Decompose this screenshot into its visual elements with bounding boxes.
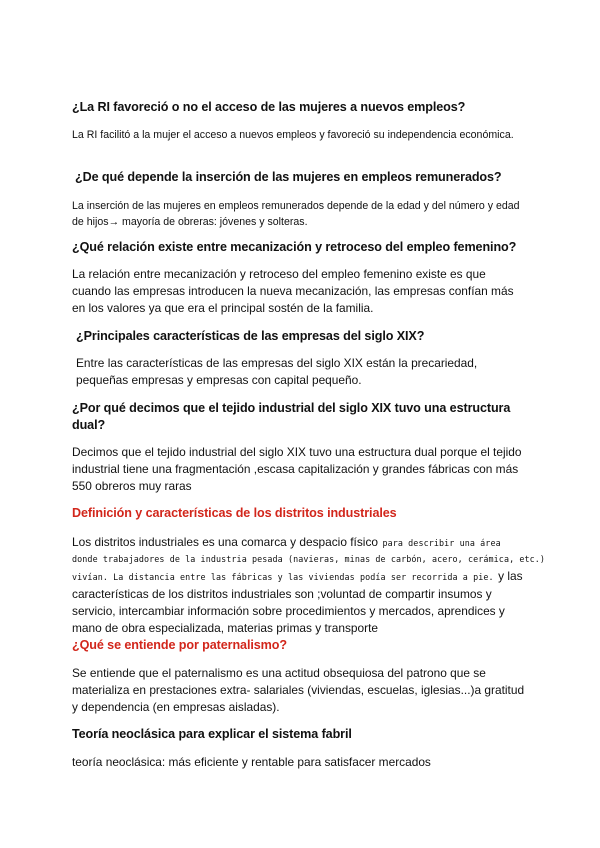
question-2: ¿De qué depende la inserción de las mujeres en empleos remunerados? <box>75 170 502 184</box>
answer-6 <box>72 533 546 637</box>
answer-6-end-1: y las <box>498 569 523 583</box>
question-1: ¿La RI favoreció o no el acceso de las mujeres a nuevos empleos? <box>72 100 466 114</box>
answer-7: Se entiende que el paternalismo es una actitud obsequiosa del patrono que se materializa en prestaciones extra- salariales (viviendas, escuelas, iglesias...)a gratitud y dependencia (en empresas aisladas). <box>72 666 525 714</box>
answer-4: Entre las características de las empresas del siglo XIX están la precariedad, pequeñas empresas y empresas con capital pequeño. <box>76 356 478 387</box>
answer-6-small-3: vivían. La distancia entre las fábricas y las viviendas podía ser recorrida a pie. <box>72 572 494 582</box>
answer-1: La RI facilitó a la mujer el acceso a nuevos empleos y favoreció su independencia económica. <box>72 129 514 141</box>
answer-6-small-1: para describir una área <box>382 538 501 548</box>
question-7: ¿Qué se entiende por paternalismo? <box>72 638 287 652</box>
question-8: Teoría neoclásica para explicar el sistema fabril <box>72 727 352 741</box>
answer-3: La relación entre mecanización y retroceso del empleo femenino existe es que cuando las empresas introducen la nueva mecanización, las empresas confían más en los valores ya que era el principal sostén de la familia. <box>72 267 514 315</box>
answer-8: teoría neoclásica: más eficiente y rentable para satisfacer mercados <box>72 755 431 769</box>
question-3: ¿Qué relación existe entre mecanización y retroceso del empleo femenino? <box>72 240 517 254</box>
answer-2: La inserción de las mujeres en empleos remunerados depende de la edad y del número y edad de hijos→ mayoría de obreras: jóvenes y solteras. <box>72 200 520 228</box>
answer-5: Decimos que el tejido industrial del siglo XIX tuvo una estructura dual porque el tejido industrial tiene una fragmentación ,escasa capitalización y grandes fábricas con más 550 obreros muy raras <box>72 445 522 493</box>
question-5: ¿Por qué decimos que el tejido industrial del siglo XIX tuvo una estructura dual? <box>72 401 511 432</box>
question-4: ¿Principales características de las empresas del siglo XIX? <box>76 329 425 343</box>
answer-6-small-2: donde trabajadores de la industria pesada (navieras, minas de carbón, acero, cerámica, etc.) <box>72 554 546 564</box>
question-6: Definición y características de los distritos industriales <box>72 506 397 520</box>
answer-6-end-2: características de los distritos industriales son ;voluntad de compartir insumos y servicio, intercambiar información sobre procedimientos y mercados, aprendices y mano de obra especializada, materias primas y transporte <box>72 587 505 635</box>
answer-6-start: Los distritos industriales es una comarca y despacio físico <box>72 535 378 549</box>
